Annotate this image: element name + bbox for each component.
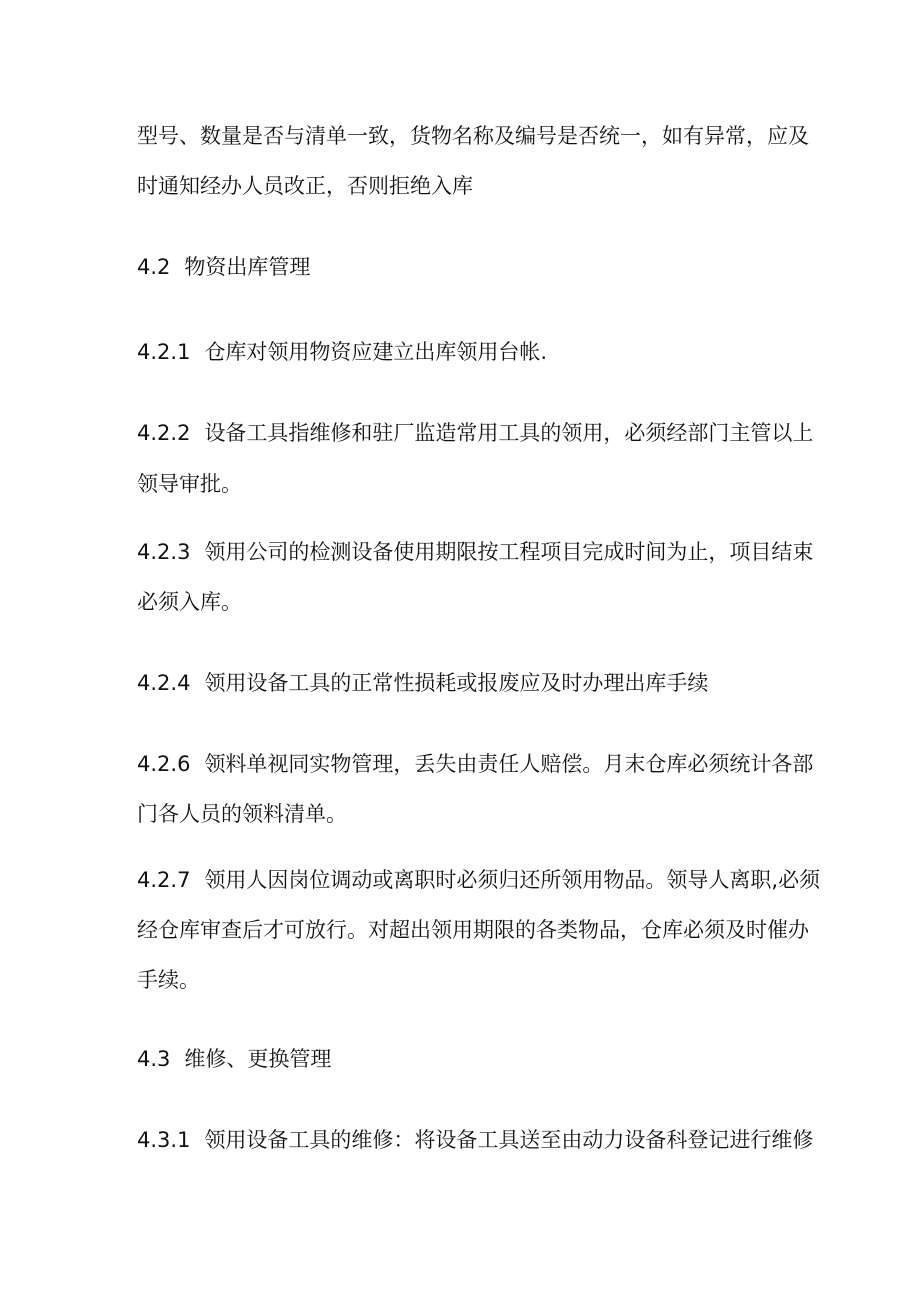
section-title: 维修、更换管理 [184, 1047, 332, 1071]
clause-continuation: 领导审批。 [137, 472, 242, 496]
clause-number: 4.3.1 [137, 1128, 191, 1152]
section-title: 物资出库管理 [184, 255, 311, 279]
clause-number: 4.2.1 [137, 340, 191, 364]
section-number: 4.3 [137, 1047, 171, 1071]
clause-4-2-6 [137, 750, 814, 778]
clause-4-3-1 [137, 1126, 814, 1154]
clause-text: 仓库对领用物资应建立出库领用台帐. [204, 340, 548, 364]
clause-text: 设备工具指维修和驻厂监造常用工具的领用，必须经部门主管以上 [204, 421, 814, 445]
clause-4-2-2 [137, 419, 814, 447]
clause-4-2-4 [137, 669, 797, 697]
clause-text: 领料单视同实物管理，丢失由责任人赔偿。月末仓库必须统计各部 [204, 752, 814, 776]
clause-4-2-1 [137, 338, 797, 366]
clause-number: 4.2.2 [137, 421, 191, 445]
clause-number: 4.2.4 [137, 671, 191, 695]
section-heading-4-3 [137, 1045, 797, 1073]
clause-text: 领用人因岗位调动或离职时必须归还所领用物品。领导人离职,必须 [204, 868, 821, 892]
clause-text: 领用设备工具的正常性损耗或报废应及时办理出库手续 [204, 671, 709, 695]
clause-number: 4.2.3 [137, 540, 191, 564]
section-number: 4.2 [137, 255, 171, 279]
clause-4-2-3 [137, 538, 814, 566]
clause-4-2-7 [137, 866, 821, 894]
paragraph-line: 时通知经办人员改正，否则拒绝入库 [137, 174, 473, 198]
clause-continuation: 经仓库审查后才可放行。对超出领用期限的各类物品，仓库必须及时催办 [137, 918, 809, 942]
paragraph-line: 型号、数量是否与清单一致，货物名称及编号是否统一，如有异常，应及 [137, 124, 809, 148]
clause-continuation: 手续。 [137, 968, 200, 992]
clause-number: 4.2.6 [137, 752, 191, 776]
clause-text: 领用公司的检测设备使用期限按工程项目完成时间为止，项目结束 [204, 540, 814, 564]
section-heading-4-2 [137, 253, 797, 281]
clause-continuation: 门各人员的领料清单。 [137, 802, 347, 826]
clause-continuation: 必须入库。 [137, 590, 242, 614]
clause-number: 4.2.7 [137, 868, 191, 892]
clause-text: 领用设备工具的维修：将设备工具送至由动力设备科登记进行维修 [204, 1128, 814, 1152]
